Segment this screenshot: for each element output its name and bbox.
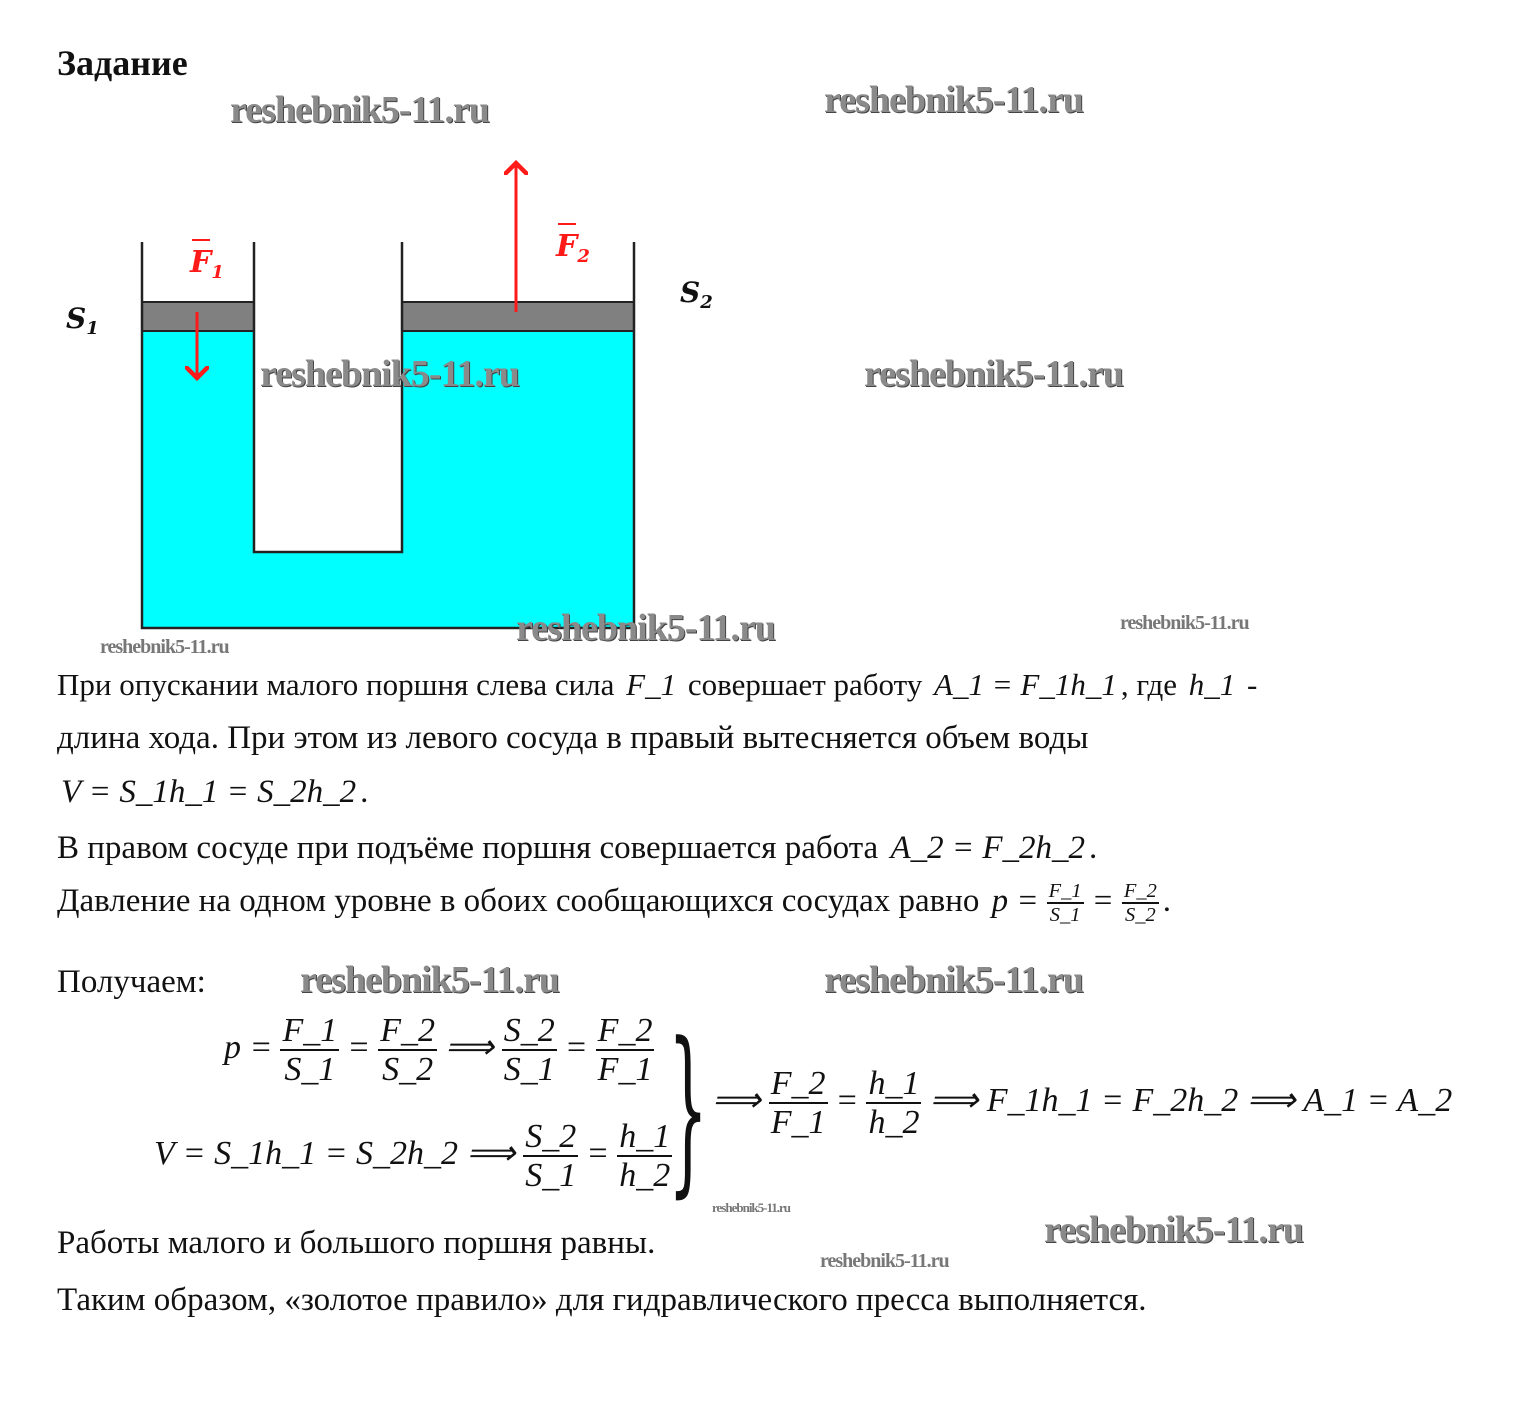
task-heading: Задание (57, 43, 188, 83)
watermark: reshebnik5-11.ru (712, 1200, 791, 1215)
solution-line (57, 880, 1171, 927)
fraction-numerator: F_2 (1122, 880, 1159, 904)
fraction-denominator: S_2 (1125, 904, 1156, 927)
fraction (502, 1012, 557, 1089)
math-expression: = (347, 1029, 371, 1067)
text-segment: совершает работу (680, 667, 931, 702)
math-expression: ⟹ (712, 1082, 761, 1120)
solution-line (57, 828, 1097, 868)
fraction (378, 1012, 437, 1089)
label-s1: $S_1$ (66, 302, 99, 339)
fraction-numerator: S_2 (523, 1118, 578, 1157)
text-segment: . (1089, 830, 1098, 866)
right-piston (402, 302, 634, 331)
math-expression: = (1091, 883, 1114, 920)
math-expression: = (586, 1135, 610, 1173)
solution-line (57, 718, 1088, 758)
label-s2: $S_2$ (680, 276, 713, 313)
watermark: reshebnik5-11.ru (230, 89, 489, 131)
math-expression: = (564, 1029, 588, 1067)
fraction-numerator: F_1 (1047, 880, 1084, 904)
fraction-denominator: S_1 (525, 1157, 577, 1195)
system-equation-volume (150, 1118, 676, 1195)
fraction-denominator: h_2 (619, 1157, 671, 1195)
text-segment: Получаем: (57, 964, 206, 1000)
watermark: reshebnik5-11.ru (820, 1250, 949, 1272)
text-segment: Работы малого и большого поршня равны. (57, 1225, 656, 1261)
fraction (523, 1118, 578, 1195)
text-segment: При опускании малого поршня слева сила (57, 667, 623, 702)
solution-line (57, 1280, 1147, 1320)
math-expression: A_2 = F_2h_2 (890, 830, 1086, 866)
text-segment: , где (1120, 667, 1185, 702)
fraction (769, 1065, 828, 1142)
label-f2: $F_2$ (556, 229, 590, 267)
text-segment: Давление на одном уровне в обоих сообщающихся сосудах равно (57, 883, 988, 920)
system-brace: } (668, 1005, 709, 1214)
math-expression: V = S_1h_1 = S_2h_2 ⟹ (154, 1135, 516, 1173)
math-expression: F_1 (626, 667, 677, 702)
text-segment: длина хода. При этом из левого сосуда в правый вытесняется объем воды (57, 720, 1089, 756)
fraction-numerator: F_2 (596, 1012, 655, 1051)
system-result (708, 1065, 1456, 1142)
system-equation-pressure (220, 1012, 658, 1089)
text-segment: Таким образом, «золотое правило» для гидравлического пресса выполняется. (57, 1282, 1147, 1318)
text-segment: - (1239, 667, 1258, 702)
fraction-denominator: h_2 (868, 1104, 920, 1142)
fraction (866, 1065, 921, 1142)
solution-line (57, 665, 1257, 705)
fraction (1047, 880, 1084, 927)
text-segment: . (1162, 883, 1172, 920)
solution-line (57, 772, 368, 812)
watermark: reshebnik5-11.ru (300, 959, 559, 1001)
fraction-denominator: S_2 (382, 1051, 434, 1089)
solution-line (57, 962, 206, 1002)
fraction-numerator: S_2 (502, 1012, 557, 1051)
fraction (596, 1012, 655, 1089)
label-f1: $F_1$ (190, 245, 224, 283)
solution-line (57, 1223, 655, 1263)
fraction (280, 1012, 339, 1089)
watermark: reshebnik5-11.ru (864, 353, 1123, 395)
fraction-numerator: h_1 (866, 1065, 921, 1104)
watermark: reshebnik5-11.ru (1044, 1209, 1303, 1251)
fraction-numerator: F_2 (378, 1012, 437, 1051)
fraction (617, 1118, 672, 1195)
fraction-numerator: F_2 (769, 1065, 828, 1104)
fraction-denominator: F_1 (770, 1104, 826, 1142)
fraction-numerator: h_1 (617, 1118, 672, 1157)
math-expression: = (835, 1082, 859, 1120)
watermark: reshebnik5-11.ru (824, 79, 1083, 121)
math-expression: p = (224, 1029, 273, 1067)
text-segment: В правом сосуде при подъёме поршня совершается работа (57, 830, 887, 866)
math-expression: p = (991, 883, 1039, 920)
math-expression: V = S_1h_1 = S_2h_2 (61, 774, 357, 810)
fraction-denominator: S_1 (503, 1051, 555, 1089)
watermark: reshebnik5-11.ru (260, 353, 519, 395)
fraction-denominator: S_1 (284, 1051, 336, 1089)
math-expression: A_1 = F_1h_1 (934, 667, 1117, 702)
watermark: reshebnik5-11.ru (824, 959, 1083, 1001)
text-segment: . (360, 774, 369, 810)
watermark: reshebnik5-11.ru (1120, 612, 1249, 634)
fraction (1122, 880, 1159, 927)
fraction-denominator: S_1 (1049, 904, 1081, 927)
math-expression: ⟹ (444, 1029, 494, 1067)
math-expression: ⟹ F_1h_1 = F_2h_2 ⟹ A_1 = A_2 (929, 1082, 1453, 1120)
watermark: reshebnik5-11.ru (516, 607, 775, 649)
watermark: reshebnik5-11.ru (100, 636, 229, 658)
math-expression: h_1 (1188, 667, 1236, 702)
fraction-denominator: F_1 (597, 1051, 653, 1089)
fraction-numerator: F_1 (280, 1012, 339, 1051)
